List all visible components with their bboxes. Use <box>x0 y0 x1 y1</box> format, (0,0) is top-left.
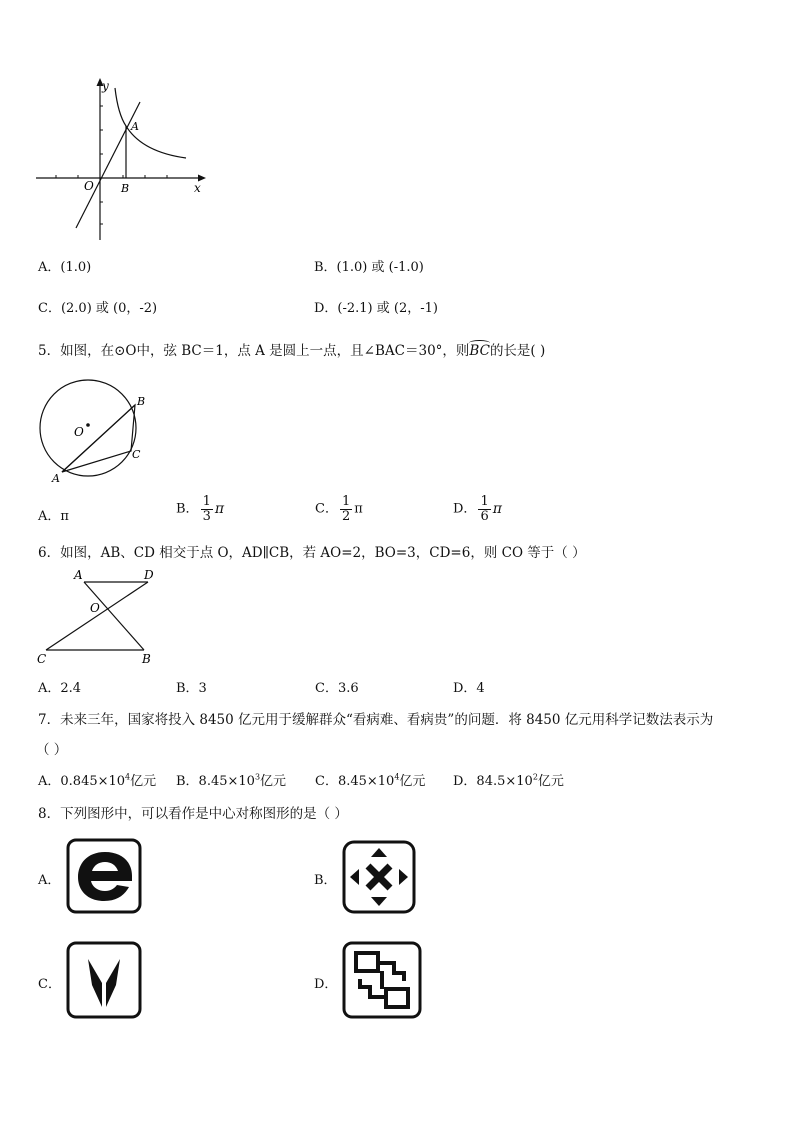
q5-option-b[interactable]: B． $\frac{1}{3}$ π <box>176 494 225 524</box>
q7-option-c[interactable]: C．$8.45\times 10^4$亿元 <box>315 772 426 789</box>
q5-option-a[interactable]: A．π <box>38 509 69 524</box>
q6-segment-dc <box>46 582 148 650</box>
svg-text:O: O <box>84 179 94 193</box>
q7-option-a[interactable]: A．$0.845\times 10^4$亿元 <box>38 772 157 789</box>
q7-stem: 7．未来三年，国家将投入 8450 亿元用于缓解群众“看病难、看病贵”的问题．将 8450 亿元用科学记数法表示为 <box>38 712 714 728</box>
q4-option-c[interactable]: C．(2.0) 或 (0，-2) <box>38 301 158 316</box>
q4-graph <box>36 74 212 240</box>
svg-text:x: x <box>194 181 201 195</box>
svg-text:A: A <box>52 472 60 485</box>
q8-option-b-figure[interactable] <box>342 840 416 914</box>
q6-option-c[interactable]: C．3.6 <box>315 681 359 696</box>
q4-option-d[interactable]: D．(-2.1) 或 (2，-1) <box>314 301 438 316</box>
svg-text:B: B <box>137 395 146 408</box>
q8-option-d-figure[interactable] <box>342 941 422 1019</box>
svg-text:D: D <box>144 568 154 582</box>
q6-segment-ab <box>84 582 144 650</box>
q6-option-a[interactable]: A．2.4 <box>38 681 82 696</box>
q8-option-b-label[interactable]: B． <box>314 873 337 888</box>
svg-text:C: C <box>132 448 141 461</box>
q8-option-c-label[interactable]: C． <box>38 977 61 992</box>
svg-text:B: B <box>142 652 151 666</box>
fraction: $\frac{1}{2}$ <box>341 494 351 524</box>
q5-center-point <box>86 423 90 427</box>
svg-text:C: C <box>37 652 47 666</box>
q6-stem: 6．如图，AB、CD 相交于点 O，AD∥CB，若 AO=2，BO=3，CD=6，则 CO 等于（ ） <box>38 545 586 561</box>
q6-figure <box>34 566 160 666</box>
q5-stem <box>38 339 545 359</box>
svg-text:A: A <box>131 120 139 133</box>
q7-answer-bracket: （ ） <box>36 742 68 758</box>
q4-option-a[interactable]: A．(1.0) <box>38 260 92 275</box>
fraction: $\frac{1}{6}$ <box>480 494 489 524</box>
q6-option-d[interactable]: D．4 <box>453 681 485 696</box>
q5-option-c[interactable]: C． $\frac{1}{2}$ π <box>315 494 363 524</box>
q8-option-c-figure[interactable] <box>66 941 142 1019</box>
q6-option-b[interactable]: B．3 <box>176 681 207 696</box>
svg-text:A: A <box>74 568 83 582</box>
q8-option-a-figure[interactable] <box>66 838 144 916</box>
q5-circle-figure <box>34 378 150 486</box>
q5-circle <box>40 380 136 476</box>
q5-option-d[interactable]: D． $\frac{1}{6}$ π <box>453 494 502 524</box>
q5-stem-post: 的长是( ) <box>489 343 546 359</box>
q8-stem: 8．下列图形中，可以看作是中心对称图形的是（ ） <box>38 806 348 822</box>
q7-option-b[interactable]: B．$8.45\times 10^3$亿元 <box>176 772 287 789</box>
q5-stem-pre: 5．如图，在⊙O中，弦 BC＝1，点 A 是圆上一点，且∠BAC＝30°，则 <box>38 343 470 359</box>
q8-option-a-label[interactable]: A． <box>38 873 61 888</box>
svg-text:B: B <box>121 182 130 195</box>
fraction: $\frac{1}{3}$ <box>202 494 211 524</box>
svg-text:O: O <box>90 601 100 615</box>
q5-chord-ab <box>62 405 135 472</box>
svg-text:O: O <box>74 425 84 439</box>
q7-option-d[interactable]: D．$84.5\times 10^2$亿元 <box>453 772 564 789</box>
q8-option-d-label[interactable]: D． <box>314 977 338 992</box>
q4-option-b[interactable]: B．(1.0) 或 (-1.0) <box>314 260 424 275</box>
svg-text:y: y <box>102 79 109 93</box>
q5-arc-bc: BC <box>469 343 490 359</box>
